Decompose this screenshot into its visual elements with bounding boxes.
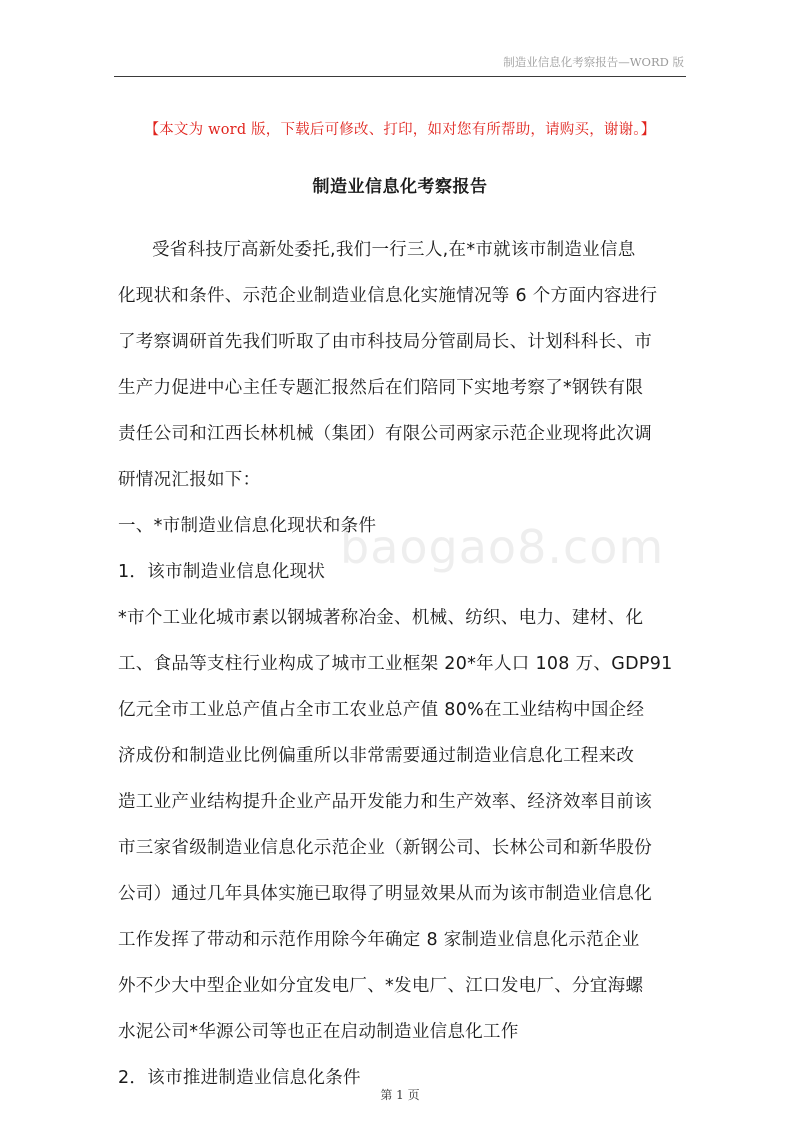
watermark: baogao8.com [340, 520, 665, 574]
body-line: 了考察调研首先我们听取了由市科技局分管副局长、计划科科长、市 [118, 332, 652, 352]
body-line: 造工业产业结构提升企业产品开发能力和生产效率、经济效率目前该 [118, 792, 652, 812]
body-line: 生产力促进中心主任专题汇报然后在们陪同下实地考察了*钢铁有限 [118, 378, 644, 398]
body-line: 水泥公司*华源公司等也正在启动制造业信息化工作 [118, 1022, 519, 1042]
body-line: 济成份和制造业比例偏重所以非常需要通过制造业信息化工程来改 [118, 746, 635, 766]
document-title: 制造业信息化考察报告 [312, 177, 488, 197]
section-heading: 一、*市制造业信息化现状和条件 [118, 516, 377, 536]
body-line: 工作发挥了带动和示范作用除今年确定 8 家制造业信息化示范企业 [118, 930, 640, 950]
body-line: 亿元全市工业总产值占全市工农业总产值 80%在工业结构中国企经 [118, 700, 645, 720]
body-line: 外不少大中型企业如分宜发电厂、*发电厂、江口发电厂、分宜海螺 [118, 976, 644, 996]
body-line: 化现状和条件、示范企业制造业信息化实施情况等 6 个方面内容进行 [118, 286, 658, 306]
body-line: 市三家省级制造业信息化示范企业（新钢公司、长林公司和新华股份 [118, 838, 652, 858]
running-header: 制造业信息化考察报告—WORD 版 [503, 55, 684, 69]
body-line: 公司）通过几年具体实施已取得了明显效果从而为该市制造业信息化 [118, 884, 652, 904]
body-line: 研情况汇报如下： [118, 470, 261, 490]
subsection-heading: 1．该市制造业信息化现状 [118, 562, 326, 582]
header-rule [114, 76, 686, 77]
body-line: 工、食品等支柱行业构成了城市工业框架 20*年人口 108 万、GDP91 [118, 654, 673, 674]
body-line: *市个工业化城市素以钢城著称冶金、机械、纺织、电力、建材、化 [118, 608, 644, 628]
purchase-notice: 【本文为 word 版，下载后可修改、打印，如对您有所帮助，请购买，谢谢。】 [144, 122, 656, 138]
page-number: 第 1 页 [380, 1088, 420, 1102]
subsection-heading: 2．该市推进制造业信息化条件 [118, 1068, 361, 1088]
body-line: 受省科技厅高新处委托,我们一行三人,在*市就该市制造业信息 [152, 240, 636, 260]
body-line: 责任公司和江西长林机械（集团）有限公司两家示范企业现将此次调 [118, 424, 652, 444]
